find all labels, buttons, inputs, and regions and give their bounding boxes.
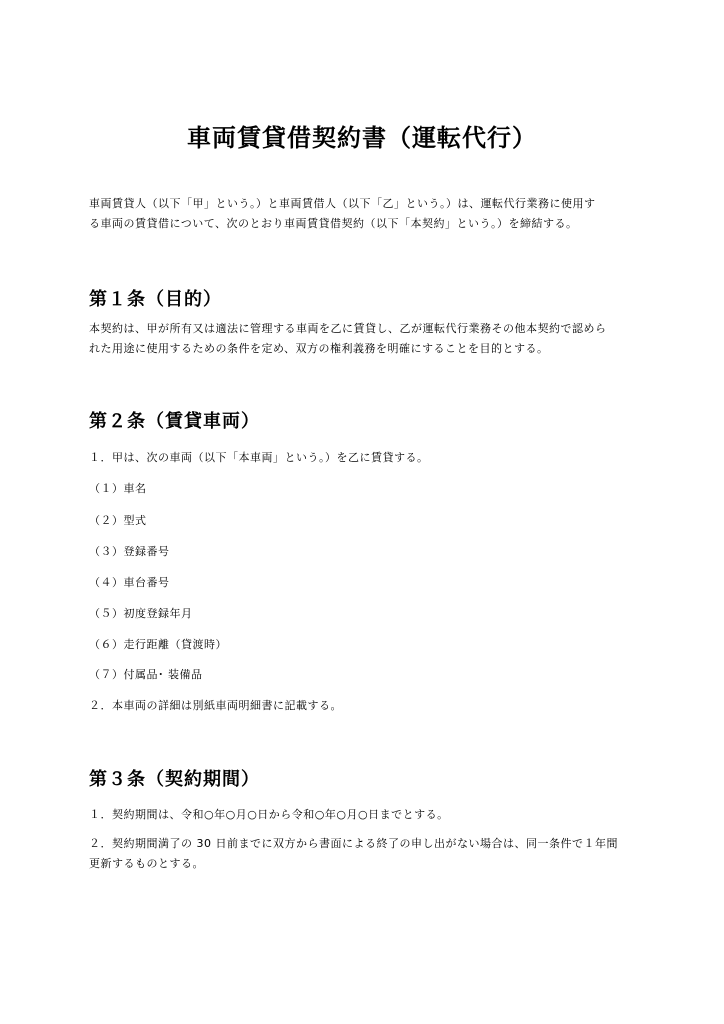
article1-body [89, 319, 637, 359]
article3-clause1: １．契約期間は、令和○年○月○日から令和○年○月○日までとする。 [89, 808, 449, 821]
article3-heading: 第３条（契約期間） [89, 769, 260, 790]
article2-clause2: ２．本車両の詳細は別紙車両明細書に記載する。 [89, 699, 342, 712]
article2-clause1: １．甲は、次の車両（以下「本車両」という。）を乙に賃貸する。 [89, 451, 429, 464]
document-title: 車両賃貸借契約書（運転代行） [187, 124, 537, 152]
vehicle-item-4: （４）車台番号 [89, 576, 170, 589]
vehicle-item-2: （２）型式 [89, 514, 147, 527]
article3-clause2-line: ２．契約期間満了の 30 日前までに双方から書面による終了の申し出がない場合は、同一条件で１年間 [89, 837, 618, 850]
preamble-line: 車両賃貸人（以下「甲」という。）と車両賃借人（以下「乙」という。）は、運転代行業務に使用す [89, 197, 596, 210]
vehicle-item-1: （１）車名 [89, 482, 147, 495]
vehicle-item-5: （５）初度登録年月 [89, 607, 193, 620]
preamble-line: る車両の賃貸借について、次のとおり車両賃貸借契約（以下「本契約」という。）を締結する。 [89, 217, 578, 230]
article3-clause2 [89, 834, 637, 874]
article1-body-line: 本契約は、甲が所有又は適法に管理する車両を乙に賃貸し、乙が運転代行業務その他本契約で認めら [89, 322, 607, 335]
article3-clause2-line: 更新するものとする。 [89, 857, 204, 870]
article1-body-line: れた用途に使用するための条件を定め、双方の権利義務を明確にすることを目的とする。 [89, 342, 549, 355]
preamble-paragraph [89, 194, 637, 234]
article1-heading: 第１条（目的） [89, 289, 222, 310]
vehicle-item-7: （７）付属品･ 装備品 [89, 668, 203, 681]
article2-heading: 第２条（賃貸車両） [89, 411, 260, 432]
vehicle-item-6: （６）走行距離（貸渡時） [89, 638, 227, 651]
vehicle-item-3: （３）登録番号 [89, 545, 170, 558]
